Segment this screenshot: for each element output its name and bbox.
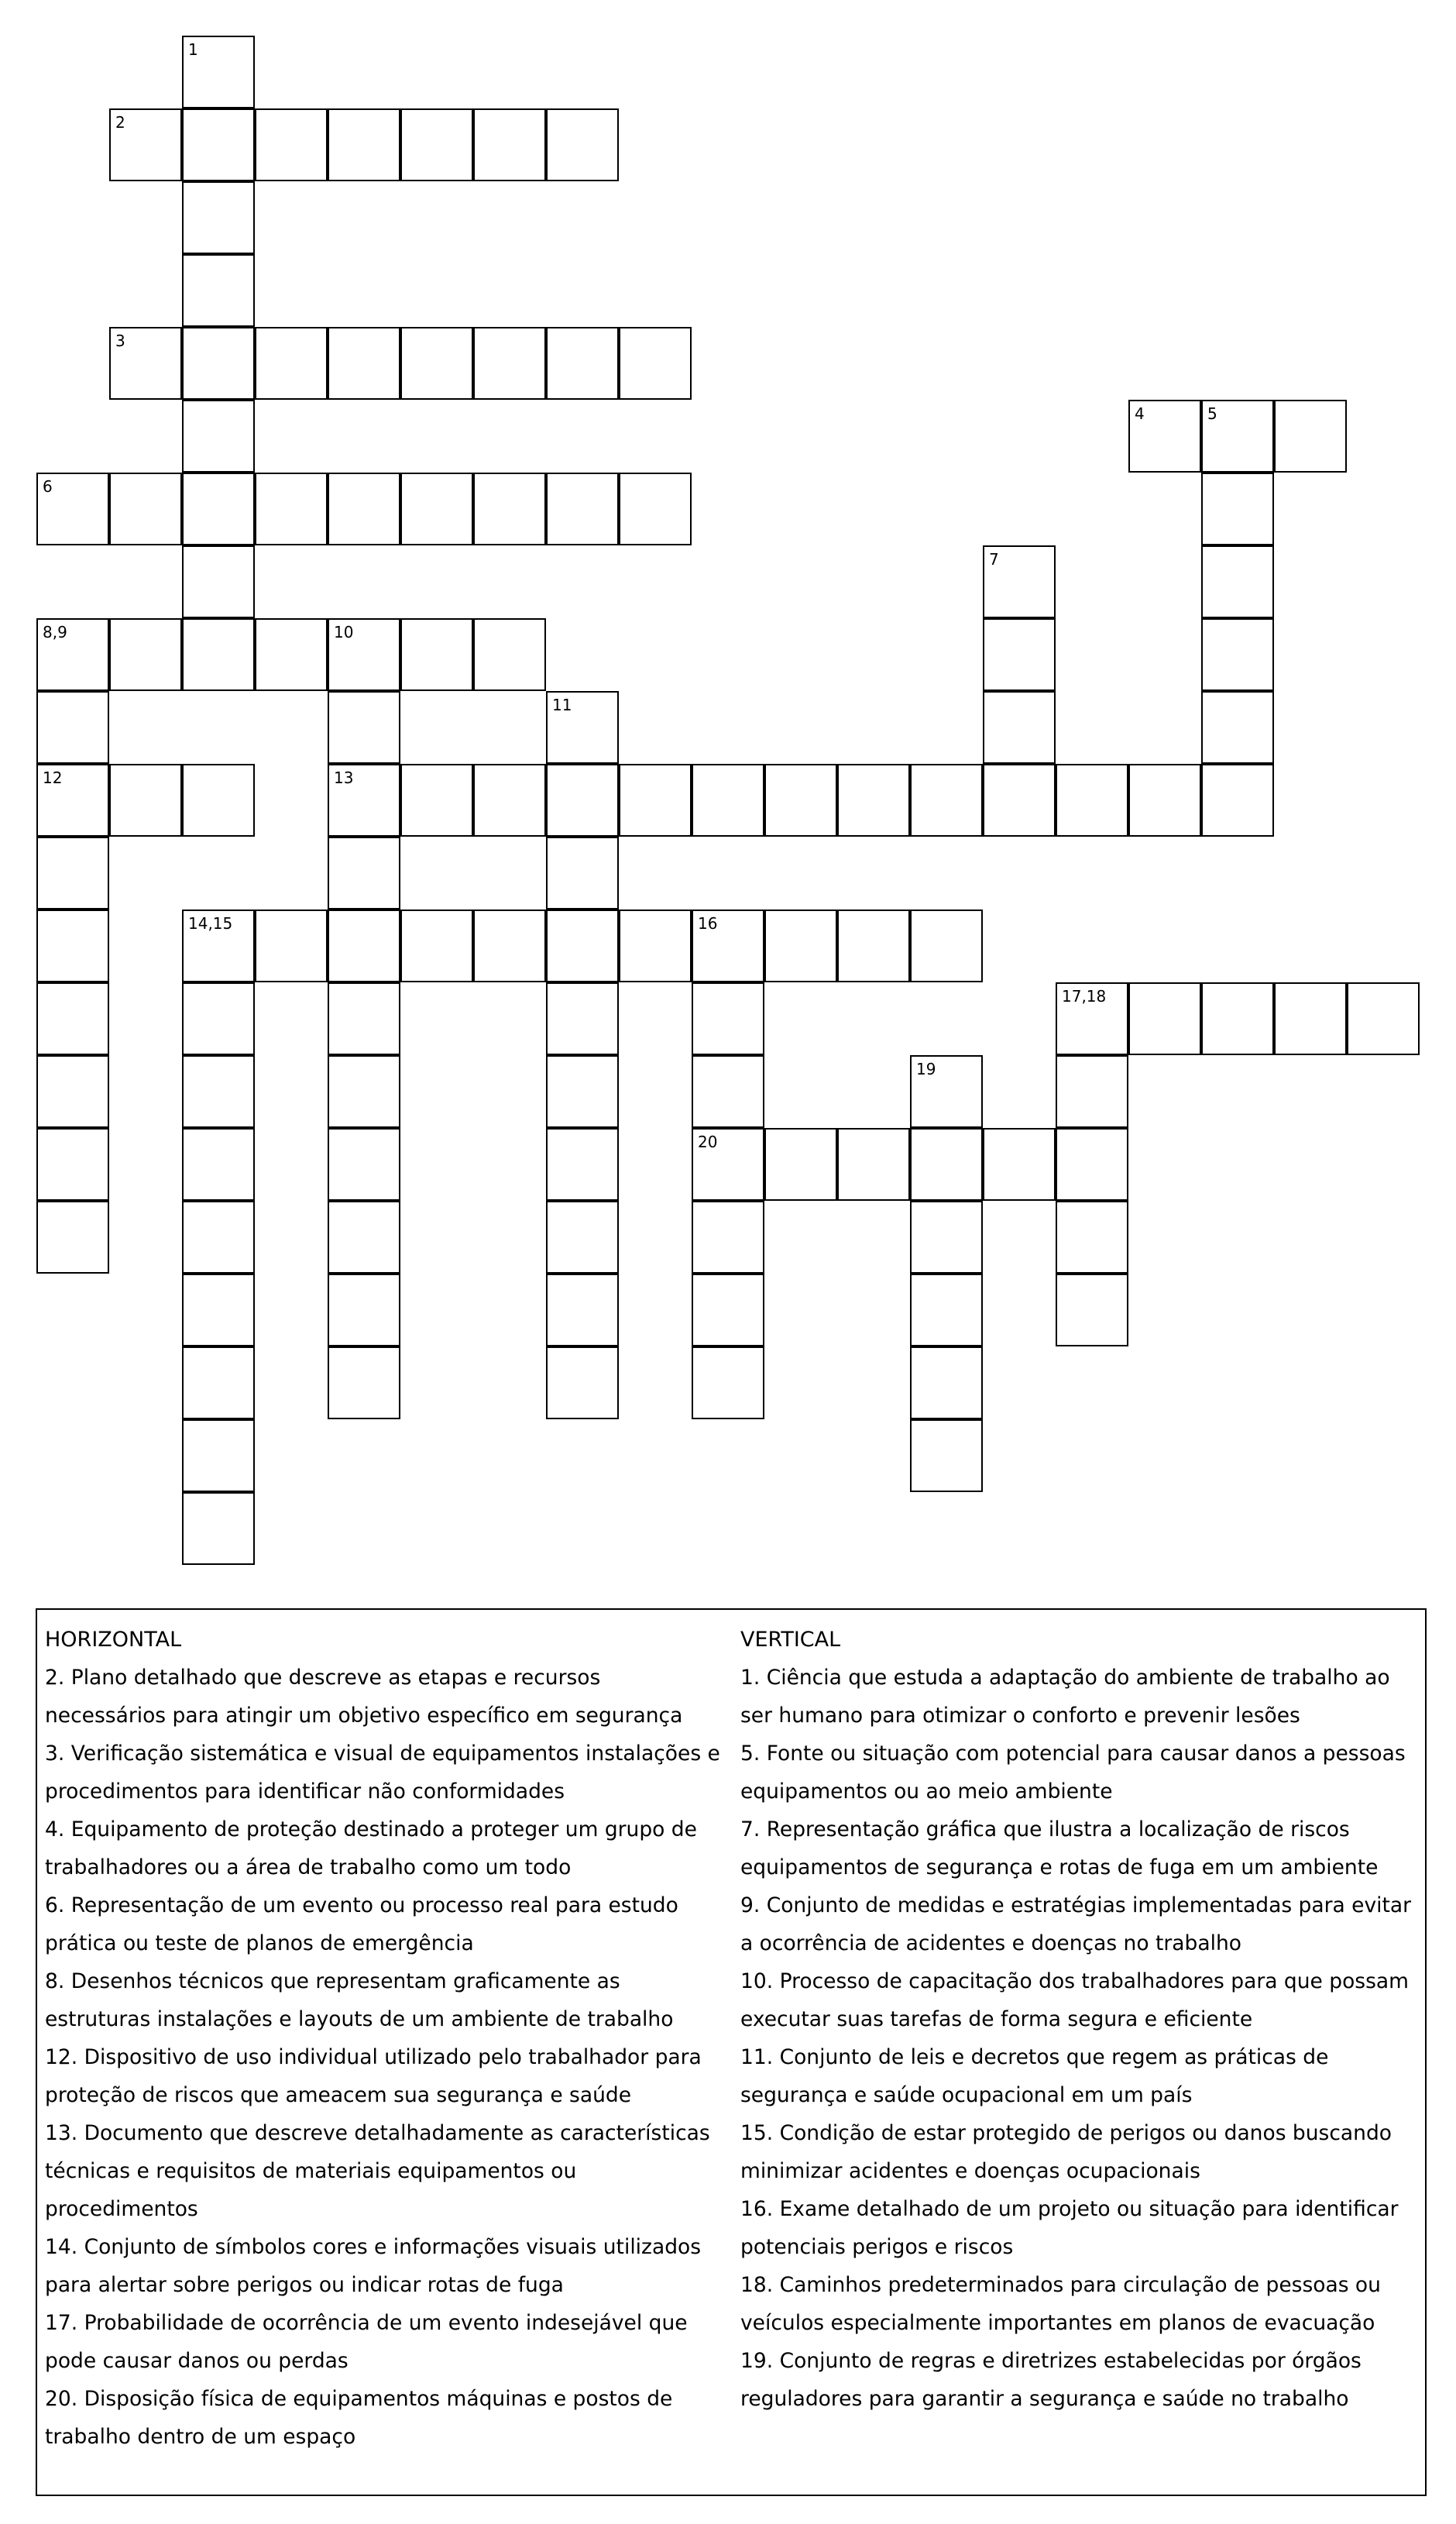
crossword-cell[interactable] bbox=[764, 1128, 837, 1201]
crossword-cell[interactable] bbox=[983, 618, 1056, 691]
crossword-cell[interactable] bbox=[692, 764, 764, 837]
crossword-cell[interactable] bbox=[328, 618, 400, 691]
crossword-cell[interactable] bbox=[109, 327, 182, 400]
horizontal-clue-list bbox=[45, 1659, 726, 2456]
vertical-clue-line: segurança e saúde ocupacional em um país bbox=[740, 2083, 1193, 2107]
crossword-cell[interactable] bbox=[910, 1419, 983, 1492]
crossword-cell[interactable] bbox=[983, 764, 1056, 837]
crossword-cell[interactable] bbox=[1056, 982, 1128, 1055]
crossword-cell[interactable] bbox=[1201, 691, 1274, 764]
crossword-cell[interactable] bbox=[36, 1201, 109, 1274]
crossword-cell[interactable] bbox=[400, 473, 473, 545]
crossword-cell[interactable] bbox=[546, 910, 619, 982]
horizontal-clue-line: procedimentos bbox=[45, 2197, 198, 2221]
crossword-cell[interactable] bbox=[546, 837, 619, 910]
horizontal-clue-line: 8. Desenhos técnicos que representam graficamente as bbox=[45, 1969, 620, 1993]
crossword-cell[interactable] bbox=[1201, 545, 1274, 618]
crossword-cell[interactable] bbox=[910, 1055, 983, 1128]
crossword-cell[interactable] bbox=[182, 327, 255, 400]
crossword-cell[interactable] bbox=[1056, 1274, 1128, 1346]
crossword-cell[interactable] bbox=[910, 1346, 983, 1419]
crossword-cell[interactable] bbox=[328, 982, 400, 1055]
crossword-cell[interactable] bbox=[36, 618, 109, 691]
crossword-cell[interactable] bbox=[764, 910, 837, 982]
crossword-cell[interactable] bbox=[692, 910, 764, 982]
horizontal-clue-line: prática ou teste de planos de emergência bbox=[45, 1931, 474, 1955]
horizontal-clue-line: necessários para atingir um objetivo específico em segurança bbox=[45, 1704, 683, 1728]
crossword-cell[interactable] bbox=[1274, 400, 1347, 473]
crossword-cell[interactable] bbox=[182, 36, 255, 108]
vertical-clue-line: veículos especialmente importantes em planos de evacuação bbox=[740, 2311, 1375, 2335]
vertical-clue-line: equipamentos ou ao meio ambiente bbox=[740, 1780, 1113, 1804]
crossword-cell[interactable] bbox=[182, 1055, 255, 1128]
cell-number: 10 bbox=[334, 623, 354, 641]
crossword-cell[interactable] bbox=[182, 1128, 255, 1201]
vertical-clue-line: reguladores para garantir a segurança e saúde no trabalho bbox=[740, 2387, 1349, 2411]
vertical-clue-line: executar suas tarefas de forma segura e eficiente bbox=[740, 2007, 1253, 2031]
crossword-cell[interactable] bbox=[1201, 400, 1274, 473]
crossword-cell[interactable] bbox=[182, 1419, 255, 1492]
crossword-cell[interactable] bbox=[619, 327, 692, 400]
crossword-cell[interactable] bbox=[473, 327, 546, 400]
cell-number: 19 bbox=[916, 1060, 936, 1078]
cell-number: 16 bbox=[698, 914, 718, 933]
crossword-cell[interactable] bbox=[546, 1055, 619, 1128]
horizontal-clue-line: para alertar sobre perigos ou indicar rotas de fuga bbox=[45, 2273, 564, 2297]
crossword-cell[interactable] bbox=[328, 108, 400, 181]
cell-number: 1 bbox=[188, 40, 198, 59]
crossword-cell[interactable] bbox=[36, 691, 109, 764]
horizontal-clue-line: 2. Plano detalhado que descreve as etapas e recursos bbox=[45, 1666, 601, 1690]
cell-number: 2 bbox=[115, 113, 125, 132]
cell-number: 7 bbox=[989, 550, 999, 569]
horizontal-clue-line: 20. Disposição física de equipamentos máquinas e postos de bbox=[45, 2387, 673, 2411]
crossword-cell[interactable] bbox=[473, 618, 546, 691]
crossword-cell[interactable] bbox=[109, 764, 182, 837]
horizontal-clue-line: 12. Dispositivo de uso individual utilizado pelo trabalhador para bbox=[45, 2045, 702, 2069]
crossword-cell[interactable] bbox=[837, 1128, 910, 1201]
crossword-cell[interactable] bbox=[546, 764, 619, 837]
crossword-cell[interactable] bbox=[692, 982, 764, 1055]
horizontal-heading: HORIZONTAL bbox=[45, 1628, 182, 1652]
vertical-clue-line: 11. Conjunto de leis e decretos que regem as práticas de bbox=[740, 2045, 1329, 2069]
horizontal-clue-line: 13. Documento que descreve detalhadamente as características bbox=[45, 2121, 710, 2145]
crossword-cell[interactable] bbox=[255, 473, 328, 545]
crossword-cell[interactable] bbox=[546, 1274, 619, 1346]
crossword-cell[interactable] bbox=[692, 1128, 764, 1201]
crossword-cell[interactable] bbox=[182, 618, 255, 691]
crossword-cell[interactable] bbox=[400, 618, 473, 691]
crossword-cell[interactable] bbox=[546, 108, 619, 181]
crossword-cell[interactable] bbox=[1056, 1128, 1128, 1201]
vertical-clue-line: 18. Caminhos predeterminados para circulação de pessoas ou bbox=[740, 2273, 1381, 2297]
vertical-clue-line: 16. Exame detalhado de um projeto ou situação para identificar bbox=[740, 2197, 1399, 2221]
crossword-cell[interactable] bbox=[182, 545, 255, 618]
crossword-cell[interactable] bbox=[1056, 1201, 1128, 1274]
cell-number: 4 bbox=[1135, 404, 1145, 423]
crossword-cell[interactable] bbox=[328, 1274, 400, 1346]
cell-number: 5 bbox=[1207, 404, 1217, 423]
crossword-cell[interactable] bbox=[109, 108, 182, 181]
vertical-clue-line: potenciais perigos e riscos bbox=[740, 2235, 1014, 2259]
crossword-cell[interactable] bbox=[692, 1055, 764, 1128]
crossword-cell[interactable] bbox=[400, 327, 473, 400]
crossword-cell[interactable] bbox=[328, 837, 400, 910]
crossword-cell[interactable] bbox=[36, 837, 109, 910]
crossword-cell[interactable] bbox=[546, 327, 619, 400]
crossword-cell[interactable] bbox=[546, 982, 619, 1055]
horizontal-clue-line: 4. Equipamento de proteção destinado a proteger um grupo de bbox=[45, 1817, 697, 1841]
crossword-cell[interactable] bbox=[1274, 982, 1347, 1055]
crossword-cell[interactable] bbox=[1056, 764, 1128, 837]
vertical-clue-line: 1. Ciência que estuda a adaptação do ambiente de trabalho ao bbox=[740, 1666, 1390, 1690]
crossword-cell[interactable] bbox=[910, 764, 983, 837]
crossword-cell[interactable] bbox=[1128, 764, 1201, 837]
crossword-cell[interactable] bbox=[692, 1274, 764, 1346]
horizontal-clue-line: 14. Conjunto de símbolos cores e informações visuais utilizados bbox=[45, 2235, 702, 2259]
vertical-clue-line: 15. Condição de estar protegido de perigos ou danos buscando bbox=[740, 2121, 1392, 2145]
crossword-cell[interactable] bbox=[910, 1201, 983, 1274]
crossword-cell[interactable] bbox=[1128, 400, 1201, 473]
crossword-cell[interactable] bbox=[473, 764, 546, 837]
crossword-cell[interactable] bbox=[182, 1274, 255, 1346]
crossword-cell[interactable] bbox=[692, 1346, 764, 1419]
clues-box bbox=[36, 1608, 1427, 2496]
vertical-clue-line: 5. Fonte ou situação com potencial para causar danos a pessoas bbox=[740, 1742, 1406, 1766]
crossword-cell[interactable] bbox=[328, 327, 400, 400]
crossword-cell[interactable] bbox=[1201, 982, 1274, 1055]
vertical-clue-list bbox=[740, 1659, 1422, 2418]
crossword-cell[interactable] bbox=[36, 1055, 109, 1128]
crossword-cell[interactable] bbox=[1128, 982, 1201, 1055]
crossword-cell[interactable] bbox=[109, 473, 182, 545]
crossword-cell[interactable] bbox=[255, 108, 328, 181]
horizontal-clue-line: estruturas instalações e layouts de um ambiente de trabalho bbox=[45, 2007, 674, 2031]
crossword-cell[interactable] bbox=[328, 910, 400, 982]
vertical-clue-line: a ocorrência de acidentes e doenças no trabalho bbox=[740, 1931, 1241, 1955]
horizontal-clue-line: trabalho dentro de um espaço bbox=[45, 2425, 356, 2449]
vertical-heading: VERTICAL bbox=[740, 1628, 841, 1652]
crossword-cell[interactable] bbox=[36, 1128, 109, 1201]
cell-number: 12 bbox=[43, 769, 63, 787]
crossword-cell[interactable] bbox=[328, 1128, 400, 1201]
crossword-cell[interactable] bbox=[400, 910, 473, 982]
crossword-cell[interactable] bbox=[255, 327, 328, 400]
crossword-cell[interactable] bbox=[182, 473, 255, 545]
vertical-clue-line: equipamentos de segurança e rotas de fuga em um ambiente bbox=[740, 1855, 1379, 1879]
crossword-cell[interactable] bbox=[182, 982, 255, 1055]
crossword-cell[interactable] bbox=[473, 910, 546, 982]
crossword-cell[interactable] bbox=[1056, 1055, 1128, 1128]
crossword-cell[interactable] bbox=[619, 910, 692, 982]
crossword-cell[interactable] bbox=[328, 473, 400, 545]
crossword-cell[interactable] bbox=[546, 1346, 619, 1419]
vertical-clues bbox=[740, 1621, 1422, 2418]
crossword-cell[interactable] bbox=[400, 108, 473, 181]
cell-number: 20 bbox=[698, 1133, 718, 1151]
crossword-cell[interactable] bbox=[182, 1492, 255, 1565]
crossword-cell[interactable] bbox=[109, 618, 182, 691]
crossword-cell[interactable] bbox=[473, 473, 546, 545]
crossword-cell[interactable] bbox=[983, 1128, 1056, 1201]
crossword-cell[interactable] bbox=[328, 764, 400, 837]
crossword-cell[interactable] bbox=[546, 691, 619, 764]
vertical-clue-line: 9. Conjunto de medidas e estratégias implementadas para evitar bbox=[740, 1893, 1412, 1917]
horizontal-clue-line: técnicas e requisitos de materiais equipamentos ou bbox=[45, 2159, 577, 2183]
crossword-cell[interactable] bbox=[182, 910, 255, 982]
crossword-cell[interactable] bbox=[910, 1274, 983, 1346]
horizontal-clue-line: trabalhadores ou a área de trabalho como um todo bbox=[45, 1855, 572, 1879]
cell-number: 17,18 bbox=[1062, 987, 1107, 1006]
crossword-cell[interactable] bbox=[36, 910, 109, 982]
crossword-cell[interactable] bbox=[1201, 618, 1274, 691]
crossword-cell[interactable] bbox=[182, 1346, 255, 1419]
vertical-clue-line: 10. Processo de capacitação dos trabalhadores para que possam bbox=[740, 1969, 1409, 1993]
crossword-cell[interactable] bbox=[182, 181, 255, 254]
crossword-cell[interactable] bbox=[837, 764, 910, 837]
crossword-cell[interactable] bbox=[983, 691, 1056, 764]
crossword-cell[interactable] bbox=[1347, 982, 1420, 1055]
horizontal-clue-line: proteção de riscos que ameacem sua segurança e saúde bbox=[45, 2083, 632, 2107]
vertical-clue-line: 19. Conjunto de regras e diretrizes estabelecidas por órgãos bbox=[740, 2349, 1362, 2373]
crossword-cell[interactable] bbox=[546, 473, 619, 545]
crossword-cell[interactable] bbox=[36, 473, 109, 545]
vertical-clue-line: minimizar acidentes e doenças ocupacionais bbox=[740, 2159, 1200, 2183]
crossword-cell[interactable] bbox=[182, 400, 255, 473]
horizontal-clue-line: 6. Representação de um evento ou processo real para estudo bbox=[45, 1893, 678, 1917]
crossword-cell[interactable] bbox=[36, 764, 109, 837]
horizontal-clue-line: pode causar danos ou perdas bbox=[45, 2349, 349, 2373]
crossword-cell[interactable] bbox=[328, 1055, 400, 1128]
crossword-cell[interactable] bbox=[182, 764, 255, 837]
horizontal-clue-line: procedimentos para identificar não conformidades bbox=[45, 1780, 565, 1804]
crossword-cell[interactable] bbox=[1201, 473, 1274, 545]
crossword-cell[interactable] bbox=[1201, 764, 1274, 837]
cell-number: 8,9 bbox=[43, 623, 67, 641]
crossword-cell[interactable] bbox=[619, 764, 692, 837]
cell-number: 11 bbox=[552, 696, 572, 714]
vertical-clue-line: ser humano para otimizar o conforto e prevenir lesões bbox=[740, 1704, 1300, 1728]
crossword-cell[interactable] bbox=[182, 254, 255, 327]
crossword-cell[interactable] bbox=[182, 1201, 255, 1274]
crossword-cell[interactable] bbox=[328, 691, 400, 764]
horizontal-clues bbox=[45, 1621, 726, 2456]
horizontal-clue-line: 17. Probabilidade de ocorrência de um evento indesejável que bbox=[45, 2311, 688, 2335]
crossword-cell[interactable] bbox=[255, 910, 328, 982]
cell-number: 13 bbox=[334, 769, 354, 787]
cell-number: 14,15 bbox=[188, 914, 233, 933]
crossword-cell[interactable] bbox=[546, 1201, 619, 1274]
crossword-cell[interactable] bbox=[473, 108, 546, 181]
crossword-cell[interactable] bbox=[983, 545, 1056, 618]
horizontal-clue-line: 3. Verificação sistemática e visual de equipamentos instalações e bbox=[45, 1742, 720, 1766]
crossword-cell[interactable] bbox=[400, 764, 473, 837]
crossword-cell[interactable] bbox=[328, 1201, 400, 1274]
crossword-cell[interactable] bbox=[182, 108, 255, 181]
cell-number: 3 bbox=[115, 332, 125, 350]
crossword-cell[interactable] bbox=[546, 1128, 619, 1201]
crossword-cell[interactable] bbox=[910, 1128, 983, 1201]
crossword-cell[interactable] bbox=[692, 1201, 764, 1274]
crossword-cell[interactable] bbox=[619, 473, 692, 545]
crossword-cell[interactable] bbox=[764, 764, 837, 837]
cell-number: 6 bbox=[43, 477, 53, 496]
crossword-cell[interactable] bbox=[837, 910, 910, 982]
crossword-cell[interactable] bbox=[36, 982, 109, 1055]
crossword-cell[interactable] bbox=[910, 910, 983, 982]
crossword-cell[interactable] bbox=[328, 1346, 400, 1419]
crossword-cell[interactable] bbox=[255, 618, 328, 691]
vertical-clue-line: 7. Representação gráfica que ilustra a localização de riscos bbox=[740, 1817, 1350, 1841]
